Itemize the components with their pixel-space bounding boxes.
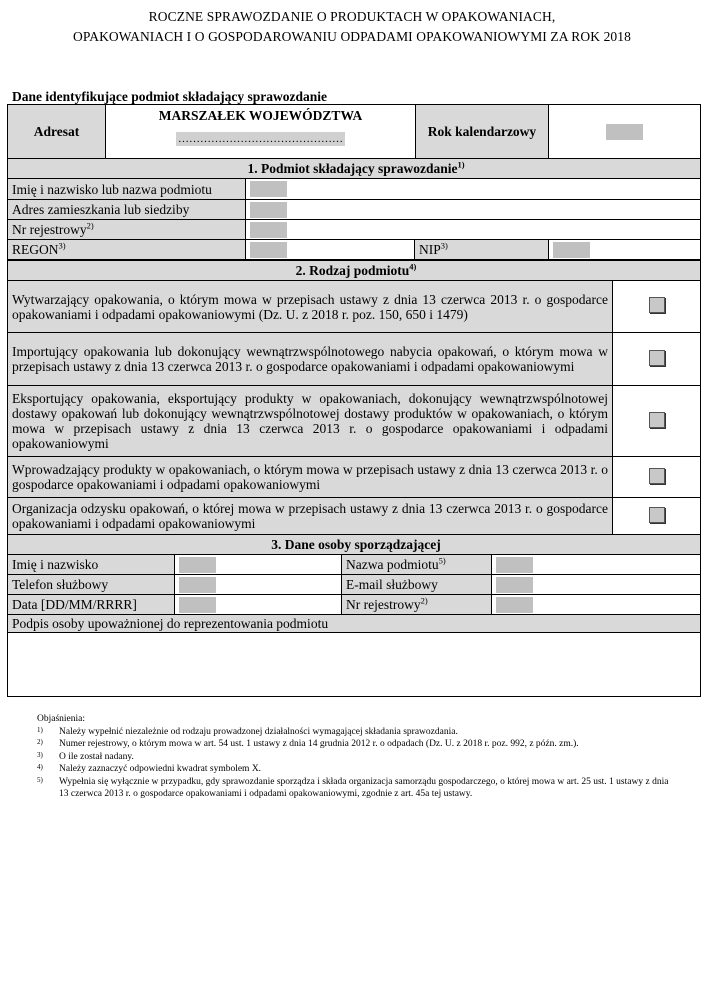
footnote: 5) Wypełnia się wyłącznie w przypadku, gdy sprawozdanie sporządza i składa organizacja samorządu gospodarczego, o której mowa w art. 25 ust. 1 ustawy z dnia 13 czerwca 2013 r. o gospodarce opakowaniami i odpadami opakowaniowymi, zgodnie z art. 45a tej ustawy. [37,775,669,799]
section-3-table [7,534,701,697]
entity-type-option-text: Wprowadzający produkty w opakowaniach, o którym mowa w przepisach ustawy z dnia 13 czerwca 2013 r. o gospodarce opakowaniami i odpadami opakowaniowymi [8,457,613,498]
email-label: E-mail służbowy [342,575,492,595]
adresat-label: Adresat [8,105,106,159]
phone-cell [175,575,342,595]
address-label: Adres zamieszkania lub siedziby [8,200,246,220]
section-2-header: 2. Rodzaj podmiotu$^{4)}$ [8,261,701,281]
registry-cell [246,220,701,240]
explanations-heading: Objaśnienia: [37,714,86,724]
marshal-title: MARSZAŁEK WOJEWÓDZTWA [158,108,363,123]
footnote: 1) Należy wypełnić niezależnie od rodzaju prowadzonej działalności wymagającej składania sprawozdania. [37,725,458,737]
entity-type-option-cell [613,498,701,535]
identification-table [7,104,701,159]
phone-label: Telefon służbowy [8,575,175,595]
date-label: Data [DD/MM/RRRR] [8,595,175,615]
entity-field[interactable] [496,557,533,573]
preparer-name-field[interactable] [179,557,216,573]
entity-type-option-text: Organizacja odzysku opakowań, o której mowa w przepisach ustawy z dnia 13 czerwca 2013 r. o gospodarce opakowaniami i odpadami opakowaniowymi [8,498,613,535]
importer-checkbox[interactable] [649,350,665,366]
year-field[interactable] [606,124,643,140]
regon-label: REGON$^{3)}$ [8,240,246,260]
form-title-line-2: OPAKOWANIACH I O GOSPODAROWANIU ODPADAMI OPAKOWANIOWYMI ZA ROK 2018 [73,29,631,44]
introducer-checkbox[interactable] [649,468,665,484]
entity-type-option-text: Eksportujący opakowania, eksportujący produkty w opakowaniach, dokonujący wewnątrzwspólnotowej dostawy opakowań lub dokonujący wewnątrzwspólnotowej dostawy produktów w opakowaniach, o którym mowa w przepisach ustawy z dnia 13 czerwca 2013 r. o gospodarce opakowaniami i odpadami opakowaniowymi [8,386,613,457]
voivodeship-field[interactable]: ……………………………………… [178,133,343,145]
footnote: 3) O ile został nadany. [37,750,134,762]
section-1-table [7,158,701,260]
entity-name-cell [246,179,701,200]
email-field[interactable] [496,577,533,593]
entity-name-label: Imię i nazwisko lub nazwa podmiotu [8,179,246,200]
preparer-registry-label: Nr rejestrowy$^{2)}$ [342,595,492,615]
entity-type-option-text: Wytwarzający opakowania, o którym mowa w przepisach ustawy z dnia 13 czerwca 2013 r. o gospodarce opakowaniami i odpadami opakowaniowymi (Dz. U. z 2018 r. poz. 150, 650 i 1479) [8,281,613,333]
nip-label: NIP$^{3)}$ [415,240,549,260]
regon-cell [246,240,415,260]
footnote: 4) Należy zaznaczyć odpowiedni kwadrat symbolem X. [37,763,262,774]
regon-field[interactable] [250,242,287,258]
date-cell [175,595,342,615]
preparer-name-cell [175,555,342,575]
signature-label: Podpis osoby upoważnionej do reprezentowania podmiotu [8,615,701,633]
form-title-line-1: ROCZNE SPRAWOZDANIE O PRODUKTACH W OPAKOWANIACH, [148,9,556,24]
registry-label: Nr rejestrowy$^{2)}$ [8,220,246,240]
year-label: Rok kalendarzowy [416,105,549,159]
exporter-checkbox[interactable] [649,412,665,428]
footnote: 2) Numer rejestrowy, o którym mowa w art. 54 ust. 1 ustawy z dnia 14 grudnia 2012 r. o odpadach (Dz. U. z 2018 r. poz. 992, z późn. zm.). [37,738,579,749]
entity-type-option-cell [613,281,701,333]
entity-type-option-cell [613,333,701,386]
entity-type-option-cell [613,386,701,457]
preparer-name-label: Imię i nazwisko [8,555,175,575]
nip-cell [549,240,701,260]
section-1-header: 1. Podmiot składający sprawozdanie$^{1)}$ [8,159,701,179]
address-cell [246,200,701,220]
section-2-table [7,260,701,535]
marshal-cell [106,105,416,159]
address-field[interactable] [250,202,287,218]
phone-field[interactable] [179,577,216,593]
entity-type-option-text: Importujący opakowania lub dokonujący wewnątrzwspólnotowego nabycia opakowań, o którym mowa w przepisach ustawy z dnia 13 czerwca 2013 r. o gospodarce opakowaniami i odpadami opakowaniowymi [8,333,613,386]
signature-area[interactable] [8,633,701,697]
entity-name-field[interactable] [250,181,287,197]
manufacturer-checkbox[interactable] [649,297,665,313]
section-3-header: 3. Dane osoby sporządzającej [8,535,701,555]
date-field[interactable] [179,597,216,613]
explanations [37,713,677,801]
identification-label: Dane identyfikujące podmiot składający sprawozdanie [12,89,328,104]
email-cell [492,575,701,595]
registry-field[interactable] [250,222,287,238]
entity-cell [492,555,701,575]
recovery-organization-checkbox[interactable] [649,507,665,523]
entity-type-option-cell [613,457,701,498]
preparer-registry-field[interactable] [496,597,533,613]
entity-label: Nazwa podmiotu$^{5)}$ [342,555,492,575]
year-cell [549,105,701,159]
preparer-registry-cell [492,595,701,615]
nip-field[interactable] [553,242,590,258]
